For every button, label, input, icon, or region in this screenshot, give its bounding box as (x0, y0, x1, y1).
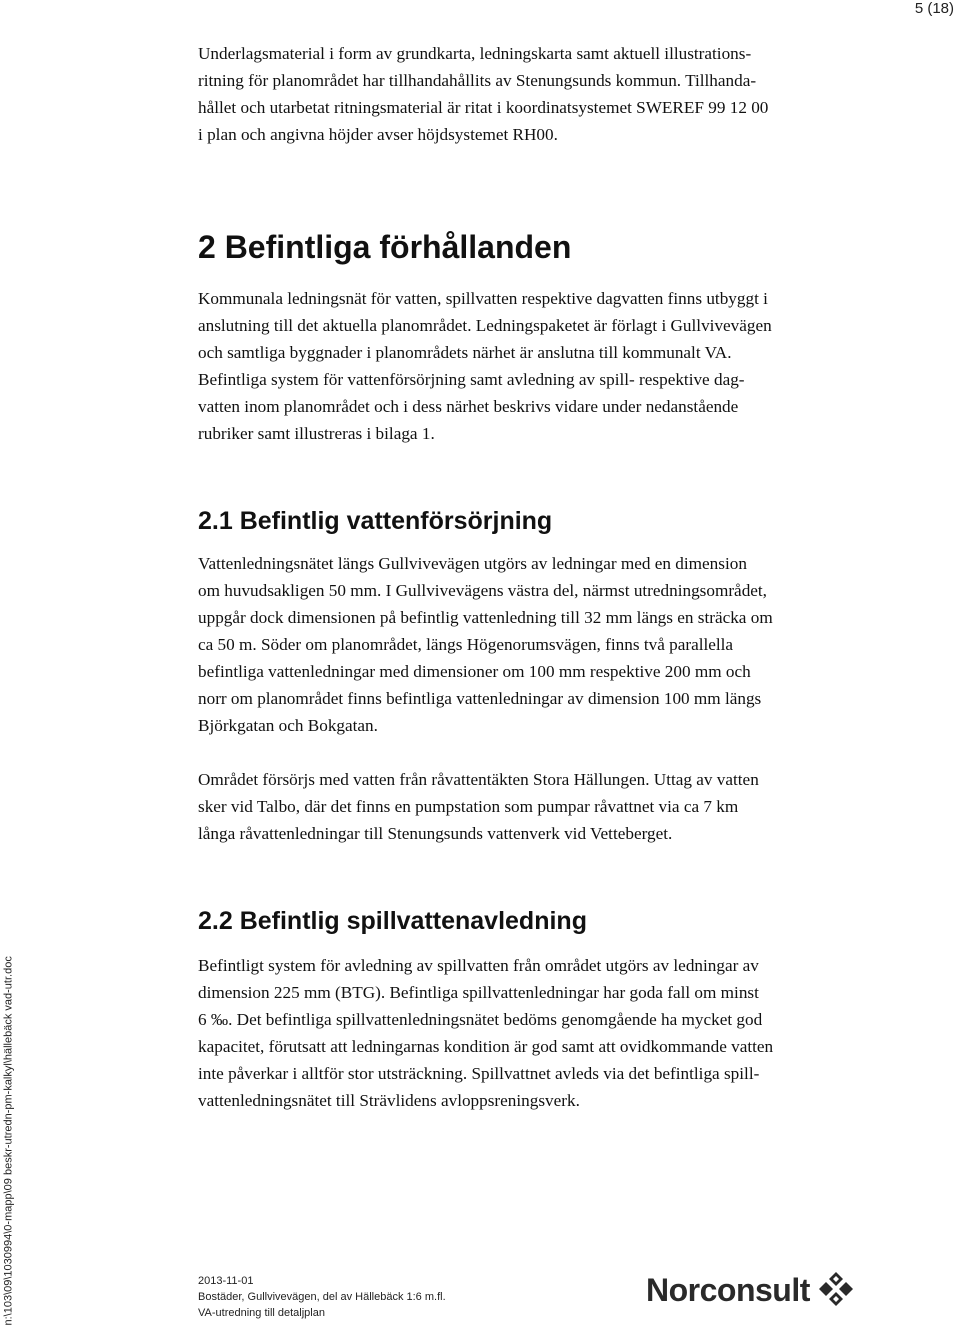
section-2-heading: 2 Befintliga förhållanden (198, 229, 572, 265)
text-line: Underlagsmaterial i form av grundkarta, ledningskarta samt aktuell illustrations- (198, 44, 752, 63)
text-line: Befintliga system för vattenförsörjning samt avledning av spill- respektive dag- (198, 370, 745, 389)
text-line: 6 ‰. Det befintliga spillvattenledningsnätet bedöms genomgående ha mycket god (198, 1010, 763, 1029)
text-line: i plan och angivna höjder avser höjdsystemet RH00. (198, 125, 558, 144)
logo-text: Norconsult (646, 1271, 810, 1308)
text-line: uppgår dock dimensionen på befintlig vattenledning till 32 mm längs en sträcka om (198, 608, 773, 627)
text-line: långa råvattenledningar till Stenungsunds vattenverk vid Vetteberget. (198, 824, 673, 843)
text-line: sker vid Talbo, där det finns en pumpstation som pumpar råvattnet via ca 7 km (198, 797, 739, 816)
norconsult-diamond-logo-icon (816, 1270, 856, 1310)
text-line: rubriker samt illustreras i bilaga 1. (198, 424, 435, 443)
text-line: ritning för planområdet har tillhandahållits av Stenungsunds kommun. Tillhanda- (198, 71, 757, 90)
footer-project: Bostäder, Gullvivevägen, del av Hällebäck 1:6 m.fl. (198, 1291, 446, 1303)
section-2-1-heading: 2.1 Befintlig vattenförsörjning (198, 507, 553, 535)
text-line: Vattenledningsnätet längs Gullvivevägen utgörs av ledningar med en dimension (198, 554, 747, 573)
section-2-1-paragraph-2 (198, 766, 878, 847)
text-line: anslutning till det aktuella planområdet. Ledningspaketet är förlagt i Gullvivevägen (198, 316, 772, 335)
text-line: Björkgatan och Bokgatan. (198, 716, 378, 735)
text-line: vatten inom planområdet och i dess närhet beskrivs vidare under nedanstående (198, 397, 739, 416)
norconsult-logo (646, 1270, 856, 1310)
text-line: ca 50 m. Söder om planområdet, längs Högenorumsvägen, finns två parallella (198, 635, 734, 654)
footer-date: 2013-11-01 (198, 1275, 254, 1287)
text-line: dimension 225 mm (BTG). Befintliga spillvattenledningar har goda fall om minst (198, 983, 759, 1002)
section-2-paragraph (198, 285, 878, 447)
intro-paragraph (198, 40, 878, 148)
footer (198, 1273, 446, 1321)
text-line: Befintligt system för avledning av spillvatten från området utgörs av ledningar av (198, 956, 759, 975)
text-line: inte påverkar i alltför stor utsträckning. Spillvattnet avleds via det befintliga spill- (198, 1064, 760, 1083)
page-number: 5 (18) (914, 0, 954, 17)
document-file-path: n:\103\09\1030994\0-mapp\09 beskr-utredn-pm-kalkyl\hällebäck vad-utr.doc (2, 956, 15, 1326)
text-line: Området försörjs med vatten från råvattentäkten Stora Hällungen. Uttag av vatten (198, 770, 759, 789)
text-line: befintliga vattenledningar med dimensioner om 100 mm respektive 200 mm och (198, 662, 751, 681)
text-line: hållet och utarbetat ritningsmaterial är ritat i koordinatsystemet SWEREF 99 12 00 (198, 98, 769, 117)
footer-document: VA-utredning till detaljplan (198, 1307, 325, 1319)
text-line: och samtliga byggnader i planområdets närhet är anslutna till kommunalt VA. (198, 343, 732, 362)
section-2-2-paragraph (198, 952, 878, 1114)
section-2-2-heading: 2.2 Befintlig spillvattenavledning (198, 907, 587, 935)
text-line: Kommunala ledningsnät för vatten, spillvatten respektive dagvatten finns utbyggt i (198, 289, 768, 308)
section-2-1-paragraph-1 (198, 550, 878, 739)
text-line: norr om planområdet finns befintliga vattenledningar av dimension 100 mm längs (198, 689, 762, 708)
text-line: vattenledningsnätet till Strävlidens avloppsreningsverk. (198, 1091, 580, 1110)
text-line: kapacitet, förutsatt att ledningarnas kondition är god samt att ovidkommande vatten (198, 1037, 774, 1056)
text-line: om huvudsakligen 50 mm. I Gullvivevägens västra del, närmst utredningsområdet, (198, 581, 767, 600)
